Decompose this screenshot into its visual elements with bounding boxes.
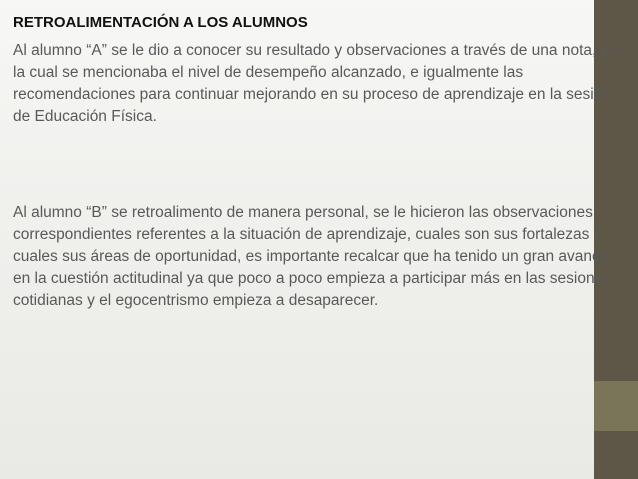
decorative-side-bar-bottom — [594, 431, 638, 479]
paragraph-student-a: Al alumno “A” se le dio a conocer su resultado y observaciones a través de una nota, en la cual se mencionaba el nivel de desempeño alcanzado, e igualmente las recomendaciones para continuar mejorando en su proceso de aprendizaje en la sesión de Educación Física. — [13, 42, 618, 125]
decorative-side-bar-middle — [594, 381, 638, 431]
slide-title: RETROALIMENTACIÓN A LOS ALUMNOS — [13, 14, 308, 31]
paragraph-student-b: Al alumno “B” se retroalimento de manera personal, se le hicieron las observaciones correspondientes referentes a la situación de aprendizaje, cuales son sus fortalezas y cuales sus áreas de oportunidad, es importante recalcar que ha tenido un gran avance en la cuestión actitudinal ya que poco a poco empieza a participar más en las sesiones cotidianas y el egocentrismo empieza a desaparecer. — [13, 204, 611, 309]
